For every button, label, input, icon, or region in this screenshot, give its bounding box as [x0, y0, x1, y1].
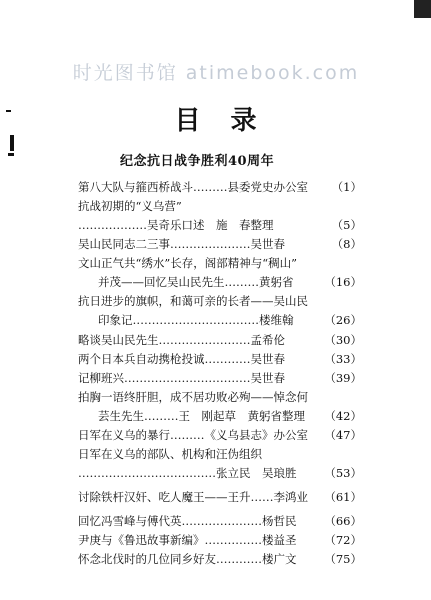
toc-entry-title: 抗战初期的“义乌营” — [78, 199, 182, 213]
watermark-text: 时光图书馆 atimebook.com — [72, 62, 360, 84]
toc-entry — [78, 387, 362, 407]
toc-entry-title: 回忆冯雪峰与傅代英…………………杨哲民 — [78, 514, 297, 528]
toc-entry — [78, 291, 362, 311]
toc-entry-page: （26） — [324, 313, 362, 327]
toc-entry — [78, 234, 362, 254]
toc-entry-title: 拍胸一语终肝胆，成不居功败必殉——悼念何 — [78, 390, 308, 404]
toc-entry — [78, 530, 362, 550]
toc-entry-page: （30） — [324, 333, 362, 347]
toc-entry — [78, 406, 362, 426]
toc-entry — [78, 349, 362, 369]
toc-entry — [78, 444, 362, 464]
toc-entry-title: 日军在义乌的暴行………《义乌县志》办公室 — [78, 428, 308, 442]
toc-entry-title: 第八大队与箍西桥战斗………县委党史办公室 — [78, 180, 308, 194]
toc-entry-page: （5） — [331, 218, 362, 232]
toc-entry-page: （47） — [324, 428, 362, 442]
toc-entry-title: 并茂——回忆吴山民先生………黄躬省 — [98, 275, 294, 289]
toc-entry — [78, 253, 362, 273]
toc-entry-title: 讨除铁杆汉奸、吃人魔王——王升……李鸿业 — [78, 490, 308, 504]
toc-entry — [78, 549, 362, 569]
toc-entry — [78, 511, 362, 531]
toc-entry-page: （75） — [324, 552, 362, 566]
toc-entry — [78, 196, 362, 216]
toc-entry-title: 文山正气共“绣水”长存，阁部精神与“稠山” — [78, 256, 298, 270]
toc-entry-title: 略谈吴山民先生……………………孟希伦 — [78, 333, 285, 347]
toc-entry-title: 记柳班兴……………………………吴世春 — [78, 371, 285, 385]
toc-entry — [78, 487, 362, 507]
page-title: 目录 — [174, 106, 287, 136]
toc-entry — [78, 310, 362, 330]
toc-entry — [78, 215, 362, 235]
toc-entry-page: （53） — [324, 466, 362, 480]
toc-entry-page: （39） — [324, 371, 362, 385]
toc-entry — [78, 425, 362, 445]
toc-entry-title: 怀念北伐时的几位同乡好友…………楼广文 — [78, 552, 297, 566]
toc-entry-page: （72） — [324, 533, 362, 547]
toc-entry-title: 芸生先生………王 刚起草 黄躬省整理 — [98, 409, 305, 423]
toc-entry — [78, 177, 362, 197]
toc-entry-title: ………………吴奇乐口述 施 春整理 — [78, 218, 274, 232]
toc-entry — [78, 330, 362, 350]
toc-entry-page: （33） — [324, 352, 362, 366]
toc-entry-title: 吴山民同志二三事…………………吴世春 — [78, 237, 285, 251]
toc-entry-page: （61） — [324, 490, 362, 504]
toc-entry-page: （16） — [324, 275, 362, 289]
toc-entry — [78, 463, 362, 483]
toc-entry-page: （8） — [331, 237, 362, 251]
toc-entry-title: 印象记……………………………楼维翰 — [98, 313, 294, 327]
toc-entry — [78, 368, 362, 388]
toc-entry-page: （1） — [331, 180, 362, 194]
toc-entry-title: 两个日本兵自动携枪投诚…………吴世春 — [78, 352, 285, 366]
toc-entry-title: 抗日进步的旗帜，和蔼可亲的长者——吴山民 — [78, 294, 308, 308]
toc-entry-page: （66） — [324, 514, 362, 528]
toc-entry-title: 日军在义乌的部队、机构和汪伪组织 — [78, 447, 262, 461]
toc-entry-title: 尹庚与《鲁迅故事新编》……………楼益圣 — [78, 533, 297, 547]
toc-entry-title: ………………………………张立民 吴琅胜 — [78, 466, 297, 480]
section-subtitle: 纪念抗日战争胜利40周年 — [120, 154, 275, 169]
toc-entry-page: （42） — [324, 409, 362, 423]
toc-entry — [78, 272, 362, 292]
